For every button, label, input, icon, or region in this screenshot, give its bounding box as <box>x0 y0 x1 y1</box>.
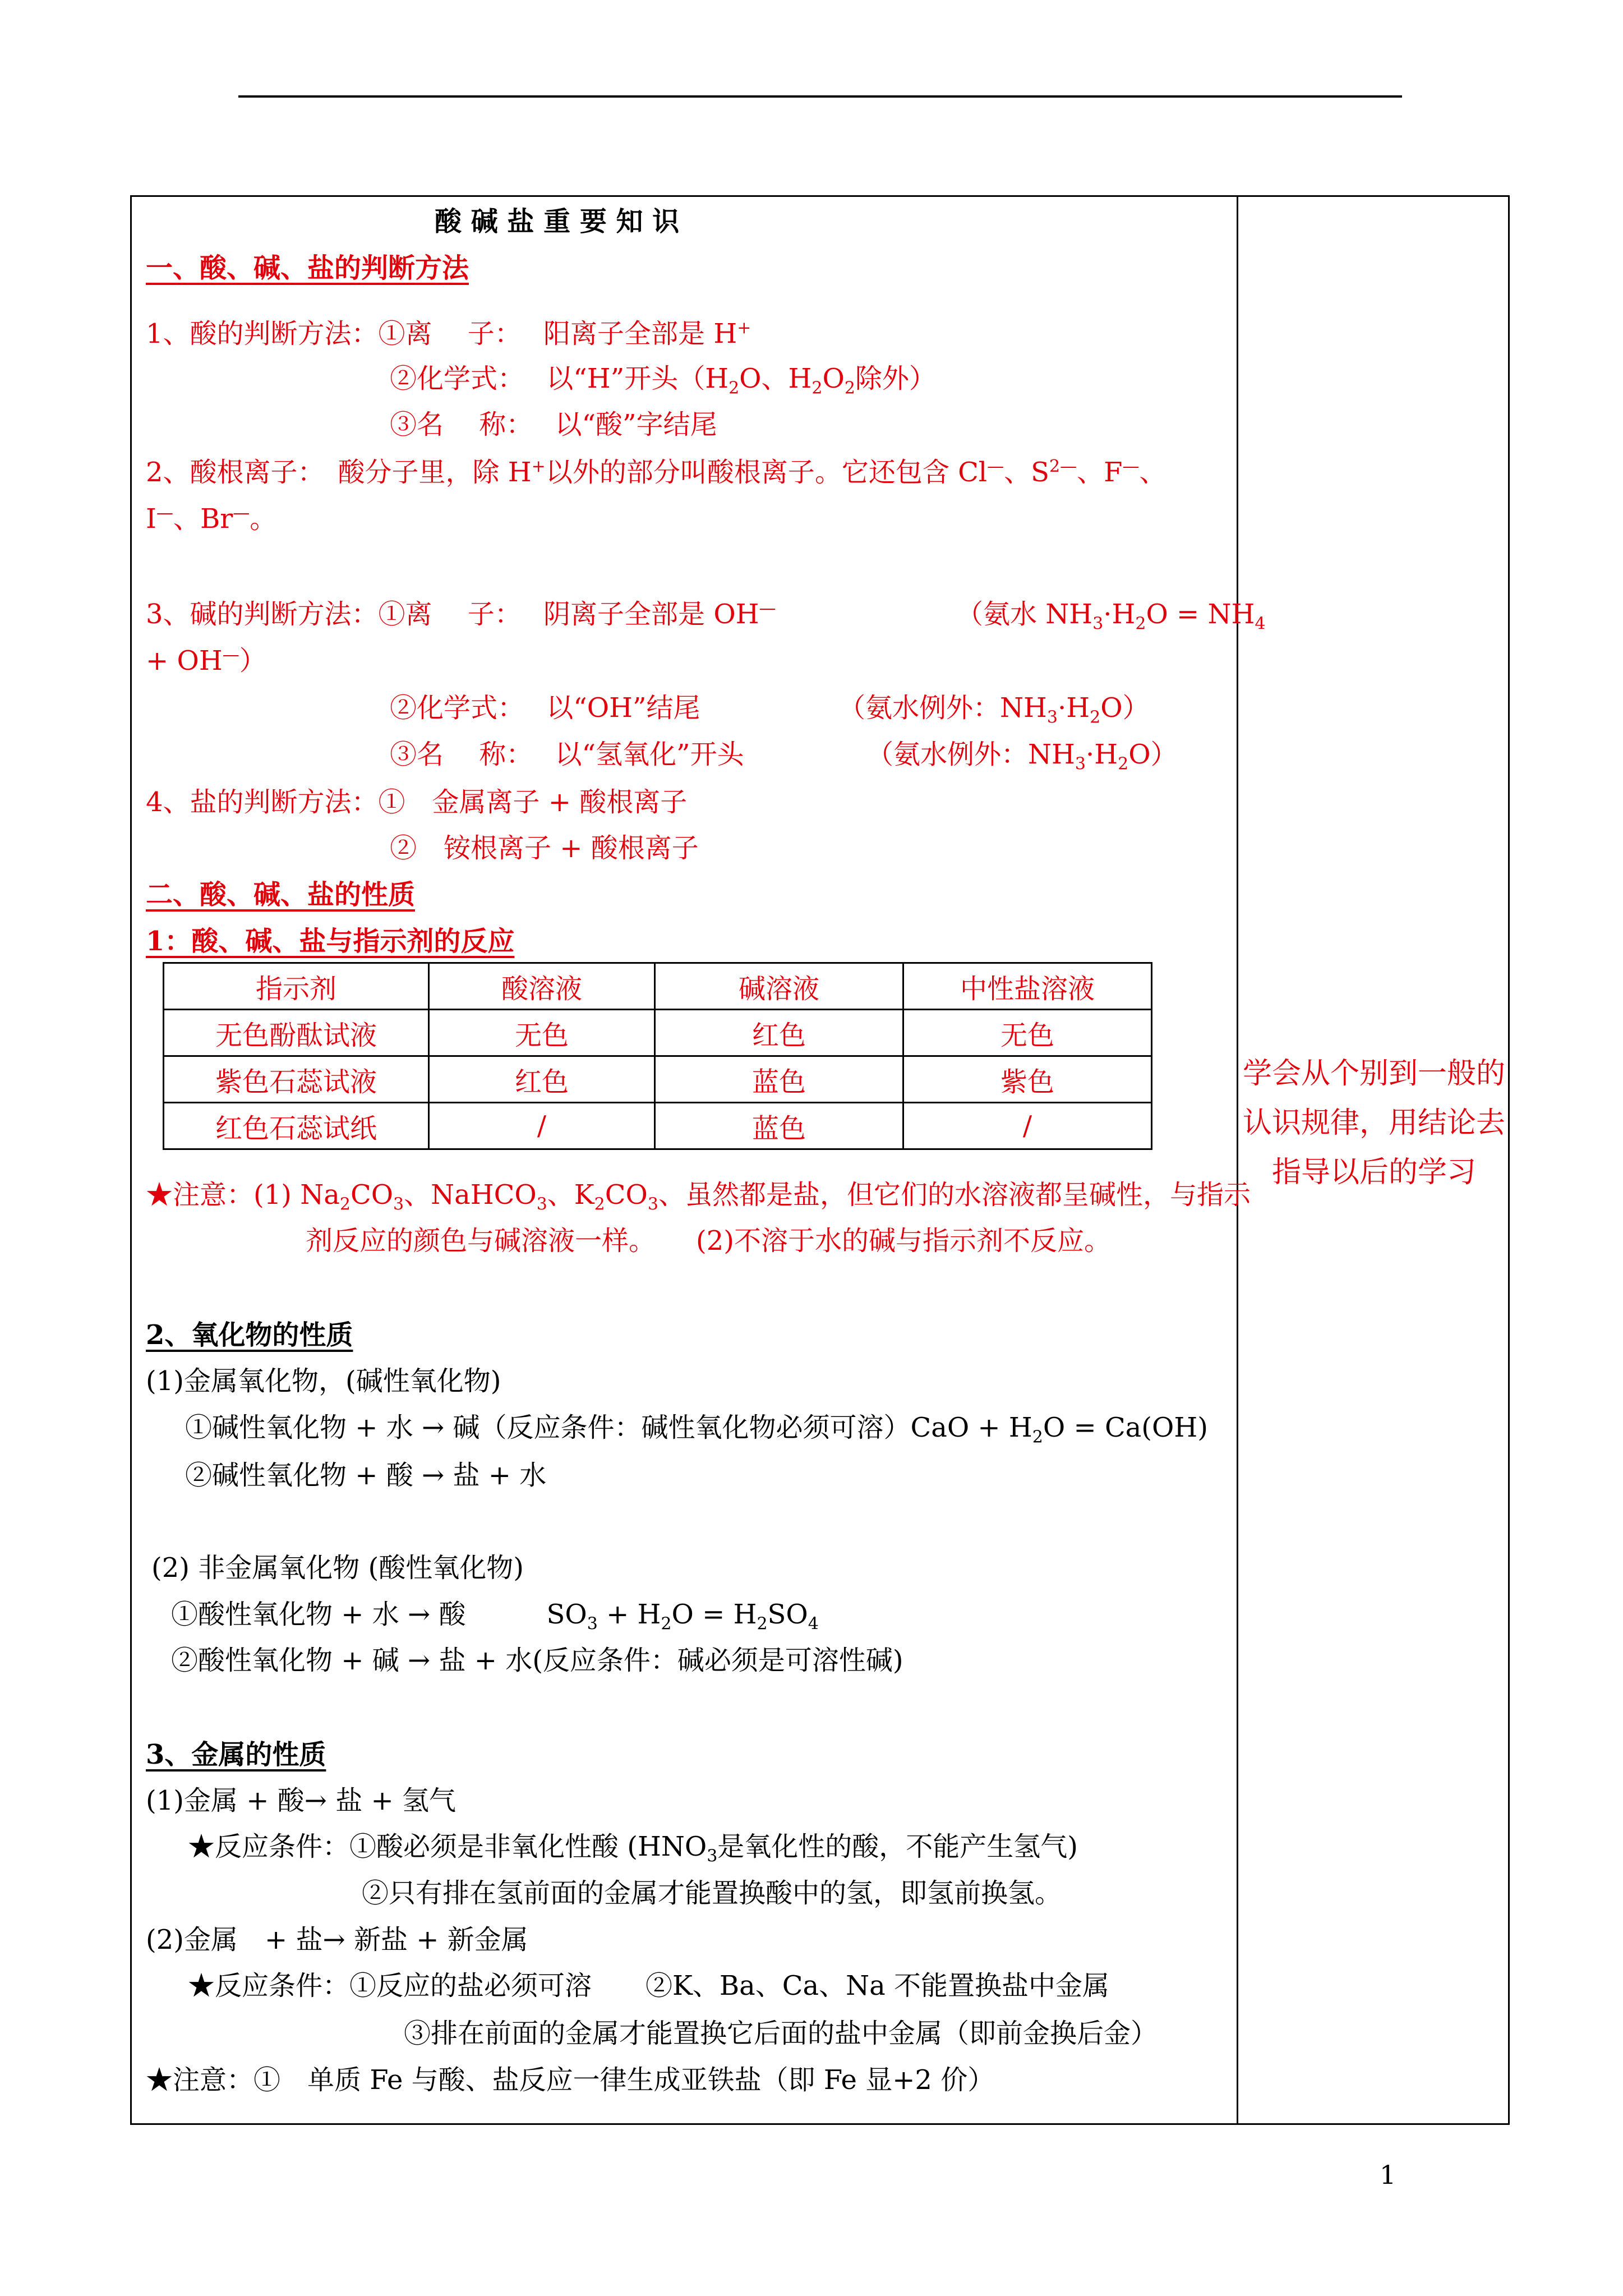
metal-line-1: (1)金属 + 酸→ 盐 + 氢气 <box>146 1785 456 1816</box>
table-header: 碱溶液 <box>655 963 903 1010</box>
side-note: 学会从个别到一般的认识规律，用结论去指导以后的学习 <box>1242 1057 1505 1189</box>
oxide-subheading: 2、氧化物的性质 <box>146 1319 353 1351</box>
metal-line-5: ★反应条件：①反应的盐必须可溶 ②K、Ba、Ca、Na 不能置换盐中金属 <box>188 1970 1109 2001</box>
metal-line-4: (2)金属 + 盐→ 新盐 + 新金属 <box>146 1924 528 1955</box>
table-cell: 无色酚酞试液 <box>164 1010 429 1056</box>
acid-rule-3: ③名 称： 以“酸”字结尾 <box>390 409 717 440</box>
table-cell: 红色 <box>429 1056 655 1103</box>
table-row <box>164 1010 1152 1056</box>
base-rule-3-exception: （氨水例外：$NH_3\cdot H_2O$） <box>866 739 1178 774</box>
table-row <box>164 1056 1152 1103</box>
indicator-table <box>163 962 1152 1150</box>
table-header: 酸溶液 <box>429 963 655 1010</box>
oxide-line-4: (2) 非金属氧化物 (酸性氧化物) <box>151 1552 524 1584</box>
metal-line-3: ②只有排在氢前面的金属才能置换酸中的氢，即氢前换氢。 <box>362 1878 1062 1909</box>
table-cell: / <box>903 1103 1152 1149</box>
table-header: 指示剂 <box>164 963 429 1010</box>
base-rule-2: ②化学式： 以“OH”结尾 <box>390 692 700 724</box>
oxide-line-3: ②碱性氧化物 + 酸 → 盐 + 水 <box>185 1460 547 1491</box>
section1-heading: 一、酸、碱、盐的判断方法 <box>146 252 469 284</box>
table-cell: / <box>429 1103 655 1149</box>
salt-rule-2: ② 铵根离子 + 酸根离子 <box>390 832 699 864</box>
acid-radical-line-1: 2、酸根离子： 酸分子里，除 H+以外的部分叫酸根离子。它还包含 Cl—、$S^{2—}$、F—、 <box>146 457 1166 488</box>
oxide-line-1: (1)金属氧化物，(碱性氧化物) <box>146 1365 501 1397</box>
indicator-note-2: 剂反应的颜色与碱溶液一样。 (2)不溶于水的碱与指示剂不反应。 <box>306 1225 1111 1257</box>
oxide-line-5: ①酸性氧化物 + 水 → 酸 $SO_3 + H_2O = H_2SO_4$ <box>171 1599 819 1634</box>
metal-subheading: 3、金属的性质 <box>146 1739 326 1770</box>
page-number: 1 <box>1380 2160 1396 2190</box>
page-title: 酸 碱 盐 重 要 知 识 <box>435 206 680 237</box>
base-rule-2-exception: （氨水例外：$NH_3\cdot H_2O$） <box>838 692 1150 728</box>
base-rule-1: 3、碱的判断方法：①离 子： 阴离子全部是 OH— <box>146 599 776 630</box>
table-header-row <box>164 963 1152 1010</box>
indicator-subheading: 1：酸、碱、盐与指示剂的反应 <box>146 926 515 957</box>
table-cell: 蓝色 <box>655 1056 903 1103</box>
indicator-note-1: ★注意：(1) $Na_2CO_3$、NaHCO$_3$、$K_2CO_3$、虽然都是盐，但它们的水溶液都呈碱性，与指示 <box>146 1179 1251 1214</box>
ammonia-note: （氨水 $NH_3\cdot H_2O = NH_4$ <box>956 599 1266 634</box>
metal-line-6: ③排在前面的金属才能置换它后面的盐中金属（即前金换后金） <box>404 2018 1158 2049</box>
acid-rule-1: 1、酸的判断方法：①离 子： 阳离子全部是 H+ <box>146 318 751 349</box>
table-cell: 无色 <box>429 1010 655 1056</box>
table-cell: 无色 <box>903 1010 1152 1056</box>
table-header: 中性盐溶液 <box>903 963 1152 1010</box>
ammonia-note-cont: + OH—） <box>146 645 266 677</box>
table-row <box>164 1103 1152 1149</box>
metal-note: ★注意：① 单质 Fe 与酸、盐反应一律生成亚铁盐（即 Fe 显+2 价） <box>146 2064 995 2096</box>
metal-line-2: ★反应条件：①酸必须是非氧化性酸 ($HNO_3$是氧化性的酸，不能产生氢气) <box>188 1831 1078 1866</box>
table-cell: 紫色 <box>903 1056 1152 1103</box>
oxide-line-2: ①碱性氧化物 + 水 → 碱（反应条件：碱性氧化物必须可溶）$CaO + H_2O = Ca(OH)$ <box>185 1412 1208 1447</box>
acid-rule-2: ②化学式： 以“H”开头（$H_2O$、$H_2O_2$除外） <box>390 363 936 398</box>
column-divider <box>1237 195 1238 2125</box>
section2-heading: 二、酸、碱、盐的性质 <box>146 879 416 910</box>
table-cell: 蓝色 <box>655 1103 903 1149</box>
oxide-line-6: ②酸性氧化物 + 碱 → 盐 + 水(反应条件：碱必须是可溶性碱) <box>171 1645 903 1676</box>
acid-radical-line-2: I—、Br—。 <box>146 503 277 535</box>
table-cell: 紫色石蕊试液 <box>164 1056 429 1103</box>
base-rule-3: ③名 称： 以“氢氧化”开头 <box>390 739 744 770</box>
table-cell: 红色 <box>655 1010 903 1056</box>
table-cell: 红色石蕊试纸 <box>164 1103 429 1149</box>
salt-rule-1: 4、盐的判断方法：① 金属离子 + 酸根离子 <box>146 786 688 818</box>
header-rule <box>238 95 1402 98</box>
